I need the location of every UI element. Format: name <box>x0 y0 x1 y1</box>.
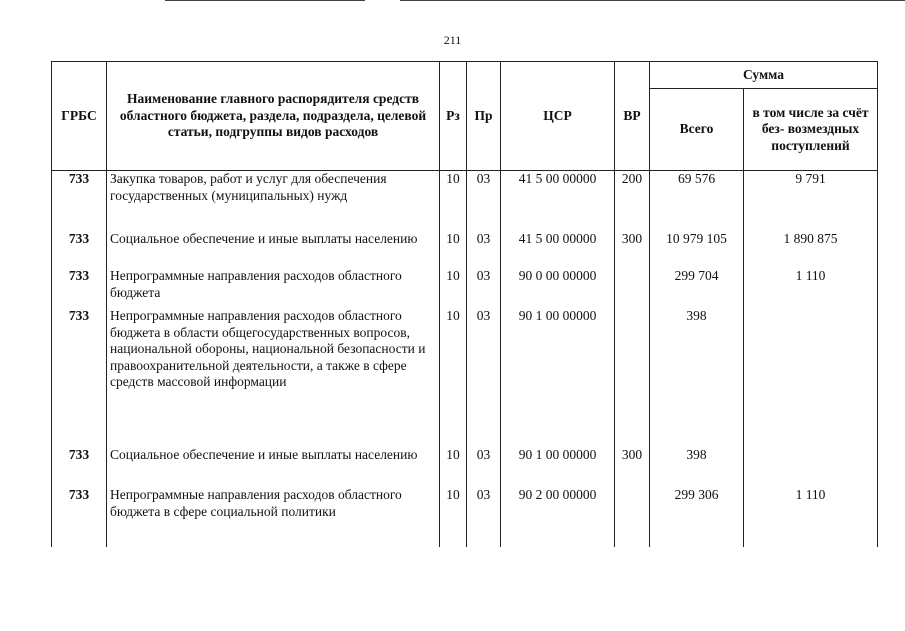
cell-name: Закупка товаров, работ и услуг для обеспечения государственных (муниципальных) нужд <box>107 171 440 232</box>
cell-vr <box>615 308 650 447</box>
cell-grbs: 733 <box>52 268 107 308</box>
cell-pr: 03 <box>467 171 501 232</box>
header-sum: Сумма <box>650 62 878 89</box>
cell-total: 299 704 <box>650 268 744 308</box>
cell-total: 299 306 <box>650 487 744 547</box>
cell-grbs: 733 <box>52 487 107 547</box>
cell-incl <box>744 308 878 447</box>
table-row <box>52 487 878 547</box>
cell-rz: 10 <box>440 308 467 447</box>
cell-vr: 200 <box>615 171 650 232</box>
cell-grbs: 733 <box>52 447 107 487</box>
page-number: 211 <box>443 33 462 47</box>
cell-pr: 03 <box>467 308 501 447</box>
cell-pr: 03 <box>467 268 501 308</box>
table-row <box>52 308 878 447</box>
header-incl: в том числе за счёт без- возмездных поступлений <box>744 89 878 171</box>
cell-grbs: 733 <box>52 308 107 447</box>
table-row <box>52 171 878 232</box>
cell-name: Социальное обеспечение и иные выплаты населению <box>107 447 440 487</box>
cell-incl: 9 791 <box>744 171 878 232</box>
cell-incl: 1 890 875 <box>744 231 878 268</box>
cell-pr: 03 <box>467 231 501 268</box>
table-header <box>52 62 878 171</box>
cell-pr: 03 <box>467 487 501 547</box>
table-row <box>52 231 878 268</box>
header-csr: ЦСР <box>501 62 615 171</box>
top-scan-line-left <box>165 0 365 1</box>
top-scan-line-right <box>400 0 905 1</box>
cell-csr: 41 5 00 00000 <box>501 171 615 232</box>
budget-table <box>51 61 878 547</box>
cell-name: Непрограммные направления расходов областного бюджета <box>107 268 440 308</box>
header-vr: ВР <box>615 62 650 171</box>
cell-vr <box>615 487 650 547</box>
cell-rz: 10 <box>440 171 467 232</box>
cell-vr: 300 <box>615 231 650 268</box>
header-grbs: ГРБС <box>52 62 107 171</box>
cell-grbs: 733 <box>52 231 107 268</box>
cell-vr <box>615 268 650 308</box>
cell-rz: 10 <box>440 231 467 268</box>
cell-total: 69 576 <box>650 171 744 232</box>
cell-total: 398 <box>650 447 744 487</box>
table-body <box>52 171 878 548</box>
cell-rz: 10 <box>440 487 467 547</box>
header-rz: Рз <box>440 62 467 171</box>
table-row <box>52 268 878 308</box>
cell-incl <box>744 447 878 487</box>
header-name: Наименование главного распорядителя средств областного бюджета, раздела, подраздела, целевой статьи, подгруппы видов расходов <box>107 62 440 171</box>
cell-name: Непрограммные направления расходов областного бюджета в области общегосударственных вопросов, национальной обороны, национальной безопасности и правоохранительной деятельности, а также в сфере средств массовой информации <box>107 308 440 447</box>
cell-csr: 41 5 00 00000 <box>501 231 615 268</box>
header-total: Всего <box>650 89 744 171</box>
cell-grbs: 733 <box>52 171 107 232</box>
cell-rz: 10 <box>440 447 467 487</box>
cell-pr: 03 <box>467 447 501 487</box>
cell-csr: 90 2 00 00000 <box>501 487 615 547</box>
cell-csr: 90 0 00 00000 <box>501 268 615 308</box>
cell-csr: 90 1 00 00000 <box>501 447 615 487</box>
cell-total: 398 <box>650 308 744 447</box>
cell-name: Социальное обеспечение и иные выплаты населению <box>107 231 440 268</box>
cell-rz: 10 <box>440 268 467 308</box>
cell-total: 10 979 105 <box>650 231 744 268</box>
header-pr: Пр <box>467 62 501 171</box>
table-row <box>52 447 878 487</box>
cell-csr: 90 1 00 00000 <box>501 308 615 447</box>
cell-incl: 1 110 <box>744 268 878 308</box>
cell-vr: 300 <box>615 447 650 487</box>
cell-name: Непрограммные направления расходов областного бюджета в сфере социальной политики <box>107 487 440 547</box>
cell-incl: 1 110 <box>744 487 878 547</box>
